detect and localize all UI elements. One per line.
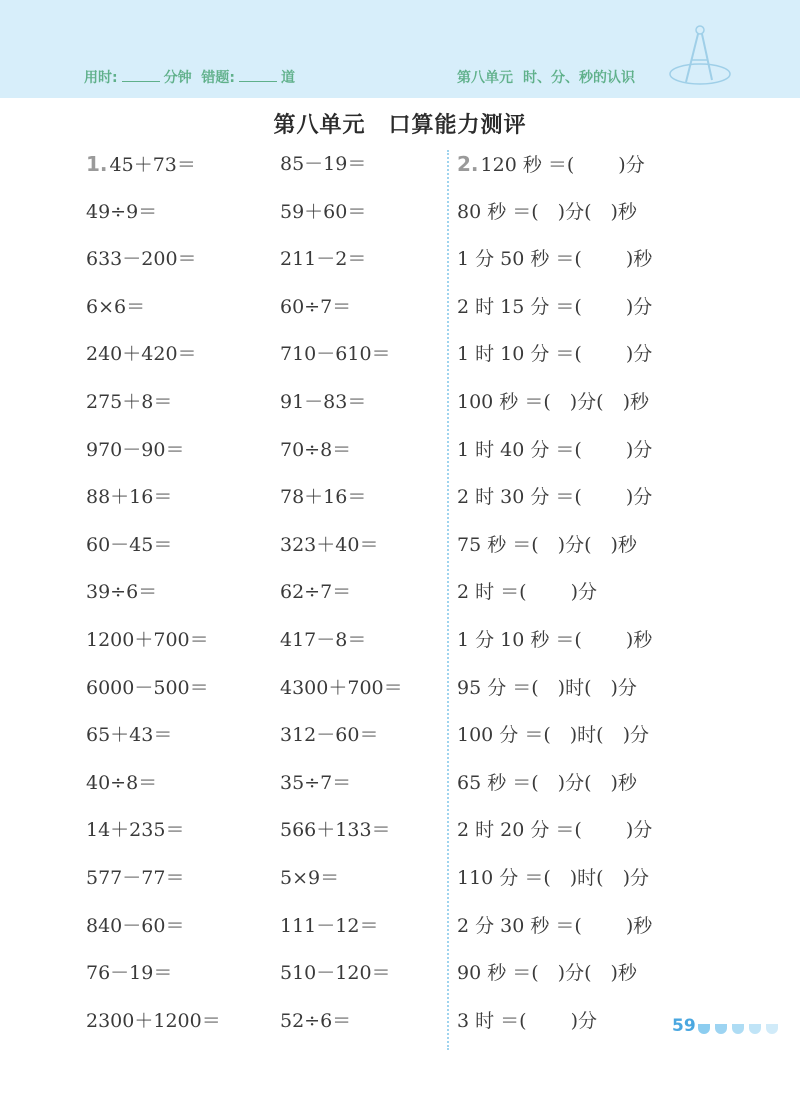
problem-row [86,862,221,910]
cup-icon [749,1024,761,1034]
section-number: 2. [457,152,479,176]
problem-text: 417－8＝ [280,628,367,651]
problem-text: 65 秒 ＝( )分( )秒 [457,771,637,794]
column-arithmetic-1 [86,148,221,1052]
problem-row [86,1005,221,1053]
problem-text: 6×6＝ [86,295,146,318]
column-arithmetic-2 [280,148,403,1052]
problem-row [86,767,221,815]
problem-row [280,910,403,958]
problem-row [457,1005,652,1053]
problem-text: 76－19＝ [86,962,173,985]
unit-name: 第八单元 [457,70,513,86]
problem-row [457,910,652,958]
problem-row [280,386,403,434]
footer-decoration [698,1019,783,1038]
problem-row [86,434,221,482]
problem-text: 80 秒 ＝( )分( )秒 [457,200,637,223]
cup-icon [732,1024,744,1034]
problem-row [86,148,221,196]
problem-text: 110 分 ＝( )时( )分 [457,866,649,889]
problem-row [457,719,652,767]
problem-text: 312－60＝ [280,724,379,747]
problem-text: 1200＋700＝ [86,628,209,651]
problem-row [280,529,403,577]
unit-heading [457,67,645,87]
problem-text: 2300＋1200＝ [86,1009,221,1032]
problem-row [86,338,221,386]
problem-text: 100 分 ＝( )时( )分 [457,724,649,747]
problem-row [280,338,403,386]
problem-text: 240＋420＝ [86,343,197,366]
problem-row [457,814,652,862]
problem-text: 5×9＝ [280,866,340,889]
problem-row [457,386,652,434]
cup-icon [766,1024,778,1034]
problem-row [280,862,403,910]
problem-row [280,814,403,862]
problem-text: 59＋60＝ [280,200,367,223]
problem-text: 100 秒 ＝( )分( )秒 [457,390,649,413]
problem-text: 45＋73＝ [109,154,196,176]
problem-row [457,672,652,720]
problem-row [86,529,221,577]
errors-label: 错题: [201,70,235,86]
problem-text: 95 分 ＝( )时( )分 [457,676,637,699]
unit-topic: 时、分、秒的认识 [523,70,635,86]
problem-text: 85－19＝ [280,153,367,175]
problem-row [280,624,403,672]
cup-icon [698,1024,710,1034]
problem-text: 120 秒 ＝( )分 [480,154,645,176]
problem-text: 91－83＝ [280,390,367,413]
problem-row [86,291,221,339]
problem-row [457,481,652,529]
problem-text: 60－45＝ [86,533,173,556]
time-label: 用时: [84,70,118,86]
problem-row [86,910,221,958]
problem-text: 88＋16＝ [86,486,173,509]
cup-icon [715,1024,727,1034]
problem-text: 35÷7＝ [280,771,352,794]
problem-text: 111－12＝ [280,914,379,937]
page-title: 第八单元 口算能力测评 [273,113,527,138]
problem-row [86,243,221,291]
problem-row [86,624,221,672]
problem-text: 633－200＝ [86,248,197,271]
problem-row [86,386,221,434]
time-unit: 分钟 [163,70,192,86]
problem-text: 2 时 30 分 ＝( )分 [457,486,653,509]
page-number: 59 [672,1016,696,1036]
problem-row [280,957,403,1005]
problem-row [457,576,652,624]
problem-text: 2 分 30 秒 ＝( )秒 [457,914,653,937]
problem-row [280,434,403,482]
errors-blank[interactable] [239,69,277,82]
problem-row [86,576,221,624]
problem-row [280,243,403,291]
time-blank[interactable] [122,69,160,82]
problem-text: 1 分 10 秒 ＝( )秒 [457,628,653,651]
problem-text: 1 时 40 分 ＝( )分 [457,438,653,461]
problem-text: 2 时 15 分 ＝( )分 [457,295,653,318]
problem-text: 1 分 50 秒 ＝( )秒 [457,248,653,271]
problem-row [280,148,403,196]
problem-text: 62÷7＝ [280,581,352,604]
problem-row [457,862,652,910]
problem-text: 70÷8＝ [280,438,352,461]
section-number: 1. [86,152,108,176]
compass-icon [660,22,740,92]
problem-row [86,814,221,862]
problem-row [457,148,652,196]
problem-text: 40÷8＝ [86,771,158,794]
problem-row [280,1005,403,1053]
problem-text: 211－2＝ [280,248,367,271]
problem-row [457,624,652,672]
problem-row [86,957,221,1005]
problem-text: 323＋40＝ [280,533,379,556]
problem-row [86,672,221,720]
problem-row [280,767,403,815]
problem-text: 510－120＝ [280,962,391,985]
problem-text: 39÷6＝ [86,581,158,604]
problem-text: 577－77＝ [86,866,185,889]
problem-text: 1 时 10 分 ＝( )分 [457,343,653,366]
time-errors-record [84,67,295,87]
problem-row [457,196,652,244]
problem-text: 710－610＝ [280,343,391,366]
problem-text: 65＋43＝ [86,724,173,747]
problem-row [457,338,652,386]
problem-text: 566＋133＝ [280,819,391,842]
column-time-conversion [457,148,652,1052]
problem-row [457,529,652,577]
problem-text: 4300＋700＝ [280,676,403,699]
problem-text: 90 秒 ＝( )分( )秒 [457,962,637,985]
problem-row [457,291,652,339]
problem-text: 52÷6＝ [280,1009,352,1032]
errors-unit: 道 [280,70,295,86]
problem-row [280,481,403,529]
problem-text: 3 时 ＝( )分 [457,1009,598,1032]
problem-row [457,767,652,815]
problem-text: 49÷9＝ [86,200,158,223]
problem-row [457,434,652,482]
problem-row [86,719,221,767]
problem-text: 78＋16＝ [280,486,367,509]
problem-text: 6000－500＝ [86,676,209,699]
problem-text: 75 秒 ＝( )分( )秒 [457,533,637,556]
column-divider [447,150,449,1050]
problem-row [457,957,652,1005]
problem-row [280,576,403,624]
problem-text: 275＋8＝ [86,390,173,413]
problem-text: 14＋235＝ [86,819,185,842]
problem-text: 2 时 20 分 ＝( )分 [457,819,653,842]
problem-row [457,243,652,291]
problem-row [280,719,403,767]
problem-text: 970－90＝ [86,438,185,461]
problem-row [280,196,403,244]
problem-row [86,481,221,529]
problem-row [86,196,221,244]
problem-text: 2 时 ＝( )分 [457,581,598,604]
problem-row [280,291,403,339]
problem-text: 60÷7＝ [280,295,352,318]
problem-row [280,672,403,720]
problem-text: 840－60＝ [86,914,185,937]
